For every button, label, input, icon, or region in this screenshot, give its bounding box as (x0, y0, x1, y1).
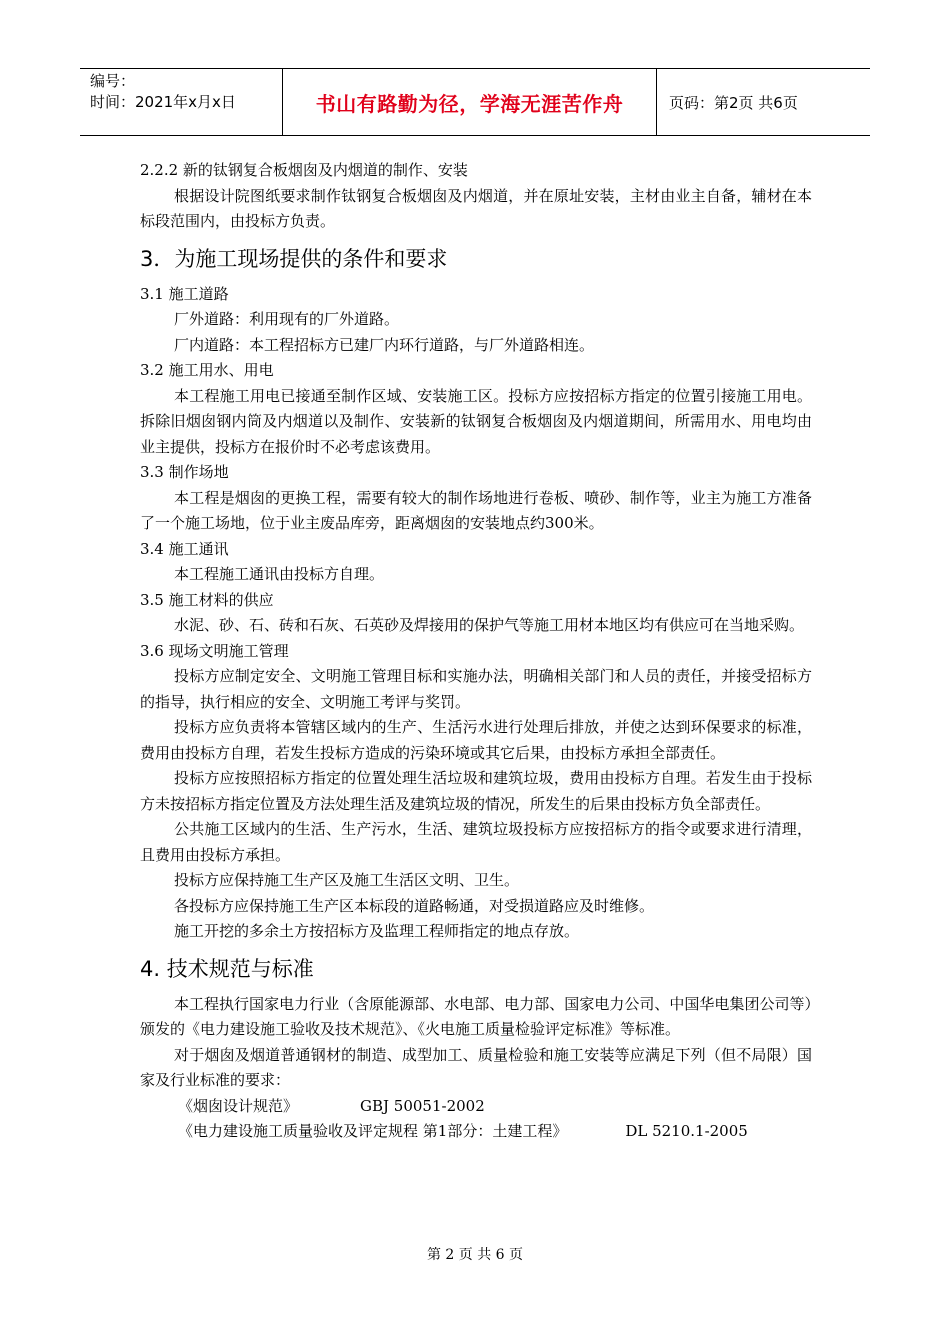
header-motto-cell (283, 69, 657, 135)
document-date-label: 时间：2021年x月x日 (90, 93, 236, 111)
section-2-2-2-body: 根据设计院图纸要求制作钛钢复合板烟囱及内烟道，并在原址安装，主材由业主自备，辅材在本标段范围内，由投标方负责。 (140, 186, 812, 230)
document-body (140, 158, 812, 1145)
standard-code: DL 5210.1-2005 (625, 1122, 748, 1140)
header-motto: 书山有路勤为径，学海无涯苦作舟 (315, 91, 624, 116)
header-page-cell (657, 69, 870, 135)
section-2-2-2-title: 2.2.2 新的钛钢复合板烟囱及内烟道的制作、安装 (140, 161, 468, 179)
section-3-6-paragraph-6: 各投标方应保持施工生产区本标段的道路畅通，对受损道路应及时维修。 (174, 896, 655, 915)
section-3-4-body: 本工程施工通讯由投标方自理。 (174, 565, 385, 583)
section-3-1-line-1: 厂外道路：利用现有的厂外道路。 (174, 310, 400, 328)
section-3-6-title: 3.6 现场文明施工管理 (140, 641, 289, 660)
page-header (80, 68, 870, 136)
section-3-1-title: 3.1 施工道路 (140, 284, 229, 303)
section-4-heading: 4. 技术规范与标准 (140, 956, 314, 981)
section-3-heading: 3．为施工现场提供的条件和要求 (140, 246, 448, 271)
page-footer: 第 2 页 共 6 页 (426, 1247, 524, 1263)
section-3-3-body: 本工程是烟囱的更换工程，需要有较大的制作场地进行卷板、喷砂、制作等，业主为施工方准备了一个施工场地，位于业主废品库旁，距离烟囱的安装地点约300米。 (140, 488, 812, 532)
section-3-6-paragraph-2: 投标方应负责将本管辖区域内的生产、生活污水进行处理后排放，并使之达到环保要求的标准，费用由投标方自理，若发生投标方造成的污染环境或其它后果，由投标方承担全部责任。 (140, 718, 812, 762)
section-3-6-paragraph-3: 投标方应按照招标方指定的位置处理生活垃圾和建筑垃圾，费用由投标方自理。若发生由于投标方未按招标方指定位置及方法处理生活及建筑垃圾的情况，所发生的后果由投标方负全部责任。 (140, 769, 812, 813)
section-3-5-body: 水泥、砂、石、砖和石灰、石英砂及焊接用的保护气等施工用材本地区均有供应可在当地采购。 (174, 616, 805, 634)
standard-item (140, 1094, 812, 1120)
section-3-2-title: 3.2 施工用水、用电 (140, 361, 274, 379)
section-3-6-paragraph-1: 投标方应制定安全、文明施工管理目标和实施办法，明确相关部门和人员的责任，并接受招标方的指导，执行相应的安全、文明施工考评与奖罚。 (140, 667, 812, 711)
section-4-paragraph-2: 对于烟囱及烟道普通钢材的制造、成型加工、质量检验和施工安装等应满足下列（但不局限）国家及行业标准的要求： (140, 1045, 812, 1089)
standard-name: 《烟囱设计规范》 (178, 1096, 299, 1115)
standard-item (140, 1119, 812, 1145)
section-3-6-paragraph-5: 投标方应保持施工生产区及施工生活区文明、卫生。 (174, 871, 520, 889)
header-page-number: 页码：第2页 共6页 (669, 93, 798, 112)
section-3-3-title: 3.3 制作场地 (140, 463, 229, 481)
document-code-label: 编号： (90, 72, 136, 90)
section-3-6-paragraph-4: 公共施工区域内的生活、生产污水，生活、建筑垃圾投标方应按招标方的指令或要求进行清理，且费用由投标方承担。 (140, 820, 812, 864)
section-3-5-title: 3.5 施工材料的供应 (140, 590, 274, 609)
section-4-paragraph-1: 本工程执行国家电力行业（含原能源部、水电部、电力部、国家电力公司、中国华电集团公司等）颁发的《电力建设施工验收及技术规范》、《火电施工质量检验评定标准》等标准。 (140, 994, 812, 1038)
section-3-2-body: 本工程施工用电已接通至制作区域、安装施工区。投标方应按招标方指定的位置引接施工用电。拆除旧烟囱钢内筒及内烟道以及制作、安装新的钛钢复合板烟囱及内烟道期间，所需用水、用电均由业主提供，投标方在报价时不必考虑该费用。 (140, 386, 812, 456)
standard-code: GBJ 50051-2002 (360, 1096, 485, 1115)
section-3-4-title: 3.4 施工通讯 (140, 539, 229, 558)
standard-name: 《电力建设施工质量验收及评定规程 第1部分：土建工程》 (178, 1122, 568, 1140)
header-meta (80, 69, 283, 135)
section-3-6-paragraph-7: 施工开挖的多余土方按招标方及监理工程师指定的地点存放。 (174, 922, 580, 940)
section-3-1-line-2: 厂内道路：本工程招标方已建厂内环行道路，与厂外道路相连。 (174, 335, 595, 354)
